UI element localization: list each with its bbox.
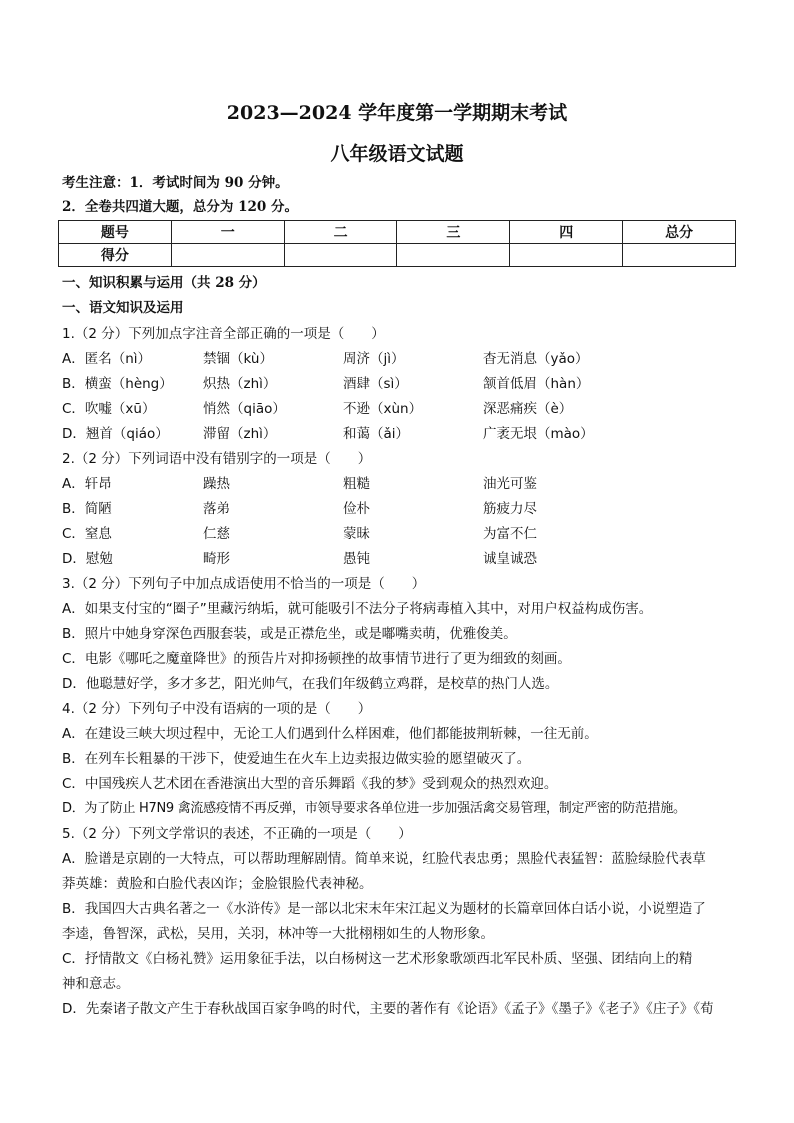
q2-option-c-item: 为富不仁 xyxy=(483,526,537,542)
score-cell[interactable] xyxy=(510,244,623,267)
q1-option-c-item: C．吹嘘（xū） xyxy=(62,401,156,417)
q5-text-line: 神和意志。 xyxy=(62,976,130,992)
score-table xyxy=(58,220,736,267)
q2-option-b-item: 筋疲力尽 xyxy=(483,501,537,517)
q2-option-c-item: C．窒息 xyxy=(62,526,112,542)
notice-line-1: 考生注意：1．考试时间为 90 分钟。 xyxy=(62,175,289,191)
subsection-heading: 一、语文知识及运用 xyxy=(62,300,184,316)
q4-option-a: A．在建设三峡大坝过程中，无论工人们遇到什么样困难，他们都能披荆斩棘，一往无前。 xyxy=(62,726,598,742)
q2-option-d-item: D．慰勉 xyxy=(62,551,113,567)
q3-option-d: D．他聪慧好学，多才多艺，阳光帅气，在我们年级鹤立鸡群，是校草的热门人选。 xyxy=(62,676,559,692)
q2-option-a-item: A．轩昂 xyxy=(62,476,112,492)
q5-text-line: 李逵，鲁智深，武松，吴用，关羽，林冲等一大批栩栩如生的人物形象。 xyxy=(62,926,494,942)
q3-option-c: C．电影《哪吒之魔童降世》的预告片对抑扬顿挫的故事情节进行了更为细致的刻画。 xyxy=(62,651,571,667)
q2-option-d-item: 诚皇诚恐 xyxy=(483,551,537,567)
q5-text-line: A．脸谱是京剧的一大特点，可以帮助理解剧情。简单来说，红脸代表忠勇；黑脸代表猛智：蓝脸绿脸代表草 xyxy=(62,851,706,867)
score-cell[interactable] xyxy=(284,244,397,267)
q2-option-a-item: 油光可鉴 xyxy=(483,476,537,492)
q5-text-line: B．我国四大古典名著之一《水浒传》是一部以北宋末年宋江起义为题材的长篇章回体白话小说，小说塑造了 xyxy=(62,901,706,917)
q3-option-b: B．照片中她身穿深色西服套装，或是正襟危坐，或是嘟嘴卖萌，优雅俊美。 xyxy=(62,626,517,642)
score-header-cell: 题号 xyxy=(59,221,172,244)
exam-title: 2023—2024 学年度第一学期期末考试 xyxy=(226,102,568,124)
question-3-stem: 3.（2 分）下列句子中加点成语使用不恰当的一项是（ ） xyxy=(62,576,426,592)
q5-text-line: C．抒情散文《白杨礼赞》运用象征手法，以白杨树这一艺术形象歌颂西北军民朴质、坚强、团结向上的精 xyxy=(62,951,693,967)
score-header-cell: 一 xyxy=(171,221,284,244)
q5-text-line: D．先秦诸子散文产生于春秋战国百家争鸣的时代，主要的著作有《论语》《孟子》《墨子》《老子》《庄子》《荀 xyxy=(62,1001,714,1017)
section-heading: 一、知识积累与运用（共 28 分） xyxy=(62,275,266,291)
question-4-stem: 4.（2 分）下列句子中没有语病的一项的是（ ） xyxy=(62,701,372,717)
q1-option-c-item: 悄然（qiāo） xyxy=(203,401,286,417)
q1-option-c-item: 深恶痛疾（è） xyxy=(483,401,573,417)
score-header-cell: 四 xyxy=(510,221,623,244)
score-header-cell: 总分 xyxy=(623,221,736,244)
q1-option-a-item: 禁锢（kù） xyxy=(203,351,273,367)
question-2-stem: 2.（2 分）下列词语中没有错别字的一项是（ ） xyxy=(62,451,372,467)
q2-option-d-item: 愚钝 xyxy=(343,551,370,567)
q4-option-c: C．中国残疾人艺术团在香港演出大型的音乐舞蹈《我的梦》受到观众的热烈欢迎。 xyxy=(62,776,558,792)
q1-option-c-item: 不逊（xùn） xyxy=(343,401,423,417)
q1-option-d-item: 滞留（zhì） xyxy=(203,426,277,442)
score-row-label: 得分 xyxy=(59,244,172,267)
q4-option-d: D．为了防止 H7N9 禽流感疫情不再反弹，市领导要求各单位进一步加强活禽交易管理，制定严密的防范措施。 xyxy=(62,801,686,816)
q3-option-a: A．如果支付宝的“圈子”里藏污纳垢，就可能吸引不法分子将病毒植入其中，对用户权益构成伤害。 xyxy=(62,601,653,617)
q2-option-c-item: 蒙昧 xyxy=(343,526,370,542)
q1-option-d-item: 和蔼（ǎi） xyxy=(343,426,410,442)
question-1-stem: 1.（2 分）下列加点字注音全部正确的一项是（ ） xyxy=(62,326,385,342)
q1-option-b-item: 颔首低眉（hàn） xyxy=(483,376,590,392)
score-header-cell: 三 xyxy=(397,221,510,244)
q1-option-a-item: 杳无消息（yǎo） xyxy=(483,351,589,367)
q5-text-line: 莽英雄：黄脸和白脸代表凶诈；金脸银脸代表神秘。 xyxy=(62,876,373,892)
q2-option-b-item: B．简陋 xyxy=(62,501,112,517)
exam-subtitle: 八年级语文试题 xyxy=(330,143,464,165)
score-header-cell: 二 xyxy=(284,221,397,244)
q1-option-b-item: B．横蛮（hèng） xyxy=(62,376,173,392)
q1-option-d-item: D．翘首（qiáo） xyxy=(62,426,169,442)
q2-option-b-item: 落弟 xyxy=(203,501,230,517)
q2-option-a-item: 躁热 xyxy=(203,476,230,492)
q1-option-b-item: 炽热（zhì） xyxy=(203,376,277,392)
q1-option-a-item: 周济（jì） xyxy=(343,351,405,367)
q2-option-d-item: 畸形 xyxy=(203,551,230,567)
score-cell[interactable] xyxy=(397,244,510,267)
q2-option-b-item: 俭朴 xyxy=(343,501,370,517)
question-5-stem: 5.（2 分）下列文学常识的表述，不正确的一项是（ ） xyxy=(62,826,412,842)
notice-line-2: 2．全卷共四道大题，总分为 120 分。 xyxy=(62,199,298,215)
score-table-score-row xyxy=(59,244,736,267)
q4-option-b: B．在列车长粗暴的干涉下，使爱迪生在火车上边卖报边做实验的愿望破灭了。 xyxy=(62,751,531,767)
q1-option-b-item: 酒肆（sì） xyxy=(343,376,408,392)
score-table-header-row xyxy=(59,221,736,244)
q2-option-a-item: 粗糙 xyxy=(343,476,370,492)
score-cell[interactable] xyxy=(623,244,736,267)
score-cell[interactable] xyxy=(171,244,284,267)
q1-option-a-item: A．匿名（nì） xyxy=(62,351,152,367)
q2-option-c-item: 仁慈 xyxy=(203,526,230,542)
q1-option-d-item: 广袤无垠（mào） xyxy=(483,426,594,442)
